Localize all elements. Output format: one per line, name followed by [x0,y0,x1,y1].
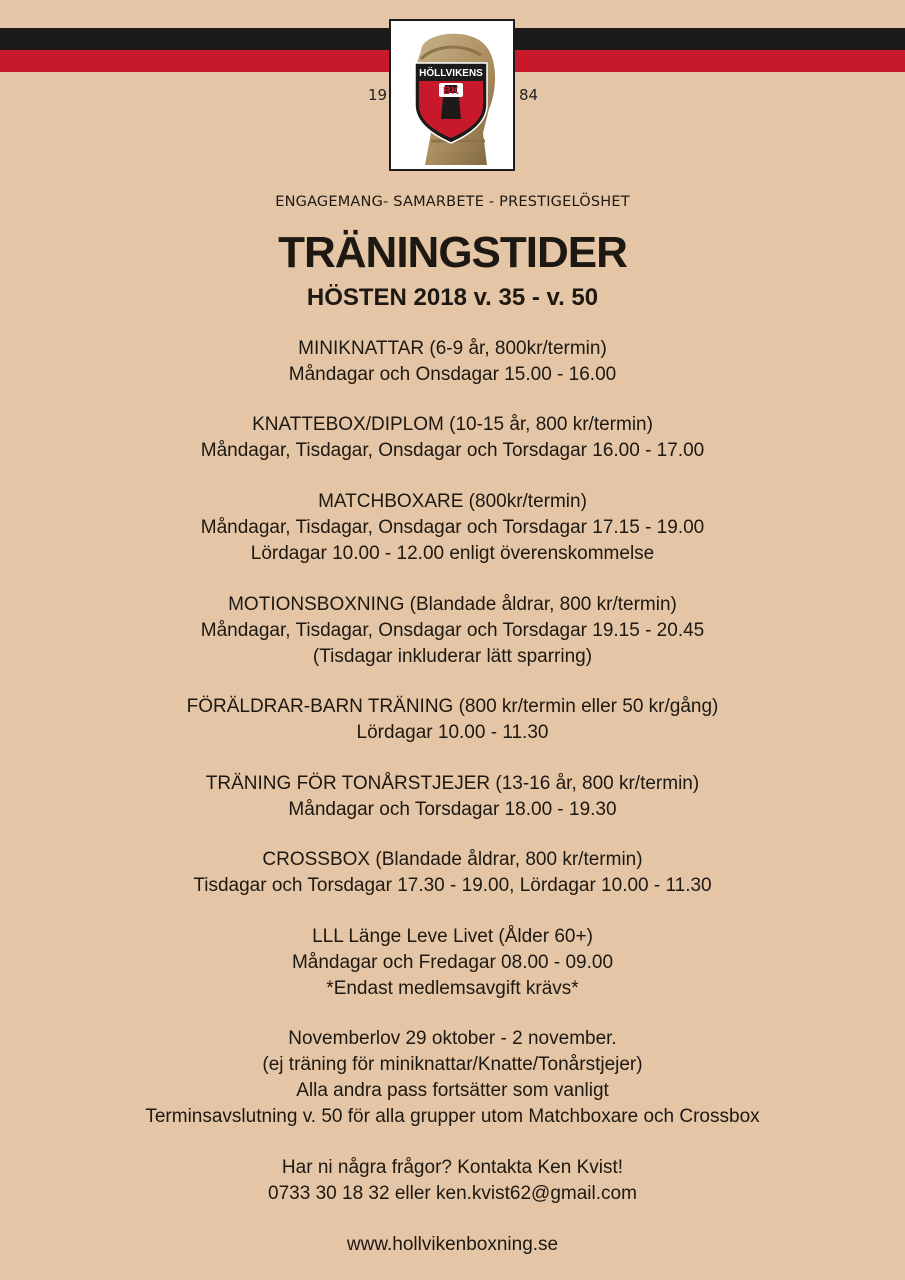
club-logo [389,19,515,171]
website-url: www.hollvikenboxning.se [346,1234,559,1255]
schedule-line: Måndagar, Tisdagar, Onsdagar och Torsdagar 16.00 - 17.00 [200,440,705,461]
group-title-matchboxare: MATCHBOXARE (800kr/termin) [318,491,587,512]
group-title-foraldrar-barn: FÖRÄLDRAR-BARN TRÄNING (800 kr/termin eller 50 kr/gång) [186,696,719,717]
schedule-note: (Tisdagar inkluderar lätt sparring) [312,646,593,667]
contact-details: 0733 30 18 32 eller ken.kvist62@gmail.com [268,1183,637,1204]
boxing-glove-icon [391,21,513,169]
schedule-line: Måndagar och Onsdagar 15.00 - 16.00 [288,364,617,385]
schedule-line: Måndagar och Fredagar 08.00 - 09.00 [291,952,614,973]
schedule-line: Tisdagar och Torsdagar 17.30 - 19.00, Lördagar 10.00 - 11.30 [193,875,712,896]
schedule-line: Måndagar, Tisdagar, Onsdagar och Torsdagar 19.15 - 20.45 [200,620,705,641]
group-title-crossbox: CROSSBOX (Blandade åldrar, 800 kr/termin) [262,849,643,870]
logo-club-name: HÖLLVIKENS [419,68,483,79]
page-title: TRÄNINGSTIDER [278,228,627,277]
group-title-motionsboxning: MOTIONSBOXNING (Blandade åldrar, 800 kr/termin) [228,594,677,615]
group-title-miniknattar: MINIKNATTAR (6-9 år, 800kr/termin) [298,338,607,359]
founded-year-left: 19 [368,86,388,104]
contact-heading: Har ni några frågor? Kontakta Ken Kvist! [281,1157,624,1178]
schedule-line: Måndagar och Torsdagar 18.00 - 19.30 [288,799,617,820]
schedule-line: Lördagar 10.00 - 12.00 enligt överenskommelse [250,543,655,564]
schedule-line: Lördagar 10.00 - 11.30 [356,722,549,743]
group-title-lll: LLL Länge Leve Livet (Ålder 60+) [312,926,593,947]
holiday-notice-detail: Alla andra pass fortsätter som vanligt [296,1080,609,1101]
motto: ENGAGEMANG- SAMARBETE - PRESTIGELÖSHET [275,194,630,210]
founded-year-right: 84 [519,86,539,104]
holiday-notice-detail: (ej träning för miniknattar/Knatte/Tonårstjejer) [262,1054,643,1075]
holiday-notice: Novemberlov 29 oktober - 2 november. [288,1028,617,1049]
page-subtitle: HÖSTEN 2018 v. 35 - v. 50 [306,284,599,311]
group-title-knattebox: KNATTEBOX/DIPLOM (10-15 år, 800 kr/termin) [252,414,653,435]
schedule-note: *Endast medlemsavgift krävs* [326,978,579,999]
group-title-tonarstjejer: TRÄNING FÖR TONÅRSTJEJER (13-16 år, 800 kr/termin) [205,773,700,794]
logo-club-abbr: BK [443,85,459,97]
schedule-line: Måndagar, Tisdagar, Onsdagar och Torsdagar 17.15 - 19.00 [200,517,705,538]
term-end-notice: Terminsavslutning v. 50 för alla grupper utom Matchboxare och Crossbox [145,1106,760,1127]
